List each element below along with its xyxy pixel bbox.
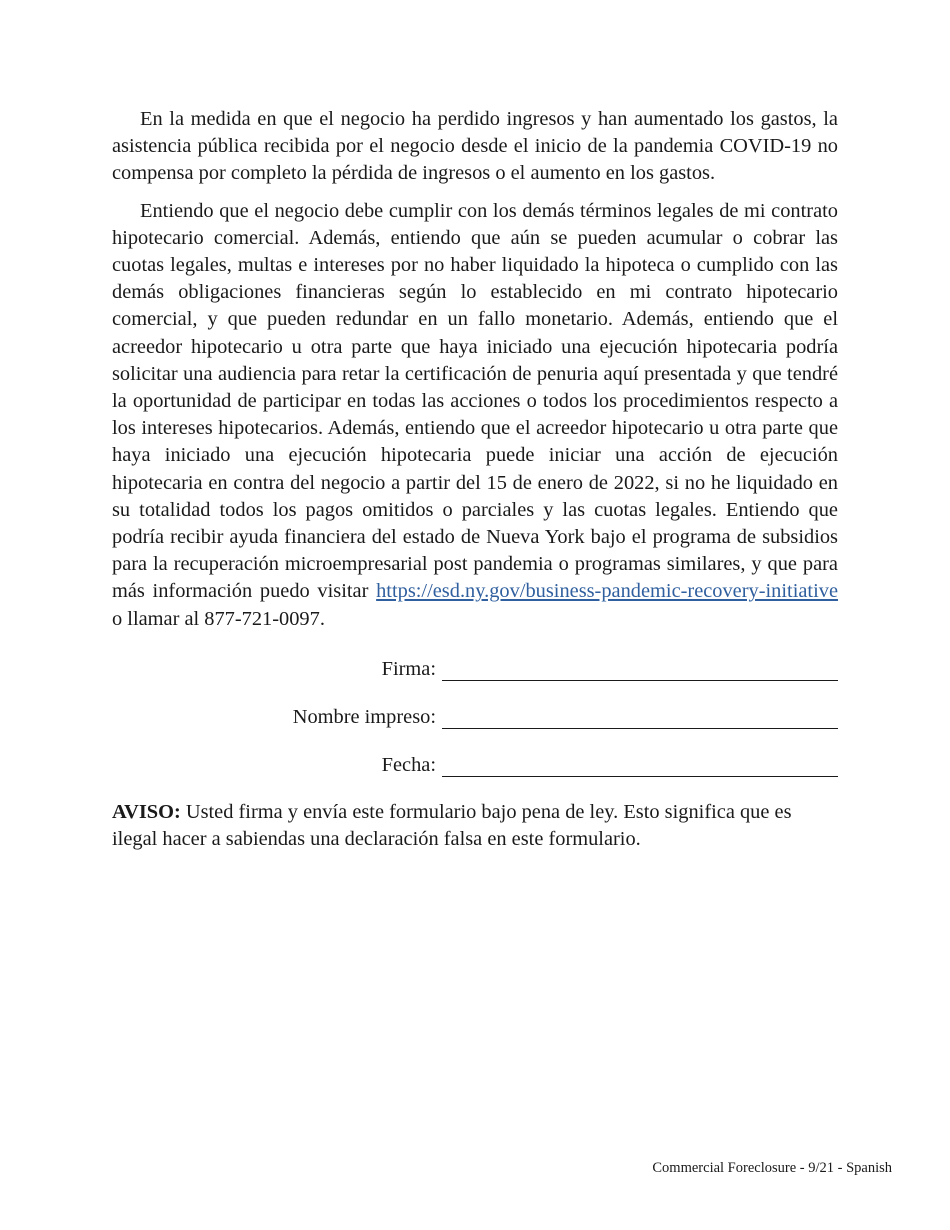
- date-field[interactable]: [442, 758, 838, 777]
- page-footer: Commercial Foreclosure - 9/21 - Spanish: [652, 1160, 892, 1176]
- esd-recovery-link[interactable]: https://esd.ny.gov/business-pandemic-recovery-initiative: [376, 580, 838, 603]
- signature-row: [112, 655, 838, 681]
- paragraph-legal-terms-text: Entiendo que el negocio debe cumplir con los demás términos legales de mi contrato hipotecario comercial. Además, entiendo que aún se pueden acumular o cobrar las cuotas legales, multas e intereses por no haber liquidado la hipoteca o cumplido con las demás obligaciones financieras según lo establecido en mi contrato hipotecario comercial, y que pueden redundar en un fallo monetario. Además, entiendo que el acreedor hipotecario u otra parte que haya iniciado una ejecución hipotecaria podría solicitar una audiencia para retar la certificación de penuria aquí presentada y que tendré la oportunidad de participar en todas las acciones o todos los procedimientos respecto a los intereses hipotecarios. Además, entiendo que el acreedor hipotecario u otra parte que haya iniciado una ejecución hipotecaria puede iniciar una acción de ejecución hipotecaria en contra del negocio a partir del 15 de enero de 2022, si no he liquidado en su totalidad todos los pagos omitidos o parciales y las cuotas legales. Entiendo que podría recibir ayuda financiera del estado de Nueva York bajo el programa de subsidios para la recuperación microempresarial post pandemia o programas similares, y que para más información puedo visitar: [112, 199, 838, 603]
- printed-name-label: Nombre impreso:: [292, 705, 436, 728]
- signature-block: [112, 655, 838, 777]
- phone-text: o llamar al 877-721-0097.: [112, 607, 325, 630]
- paragraph-legal-terms: [112, 198, 838, 633]
- signature-label: Firma:: [381, 657, 436, 680]
- date-row: [112, 751, 838, 777]
- date-label: Fecha:: [381, 753, 436, 776]
- printed-name-row: [112, 703, 838, 729]
- notice-text: Usted firma y envía este formulario bajo pena de ley. Esto significa que es ilegal hacer a sabiendas una declaración falsa en este formulario.: [112, 800, 792, 851]
- document-page: [112, 106, 838, 853]
- printed-name-field[interactable]: [442, 710, 838, 729]
- notice-label: AVISO:: [112, 800, 181, 823]
- notice-paragraph: [112, 799, 838, 853]
- paragraph-public-assistance: En la medida en que el negocio ha perdido ingresos y han aumentado los gastos, la asistencia pública recibida por el negocio desde el inicio de la pandemia COVID-19 no compensa por completo la pérdida de ingresos o el aumento en los gastos.: [112, 108, 838, 185]
- signature-field[interactable]: [442, 662, 838, 681]
